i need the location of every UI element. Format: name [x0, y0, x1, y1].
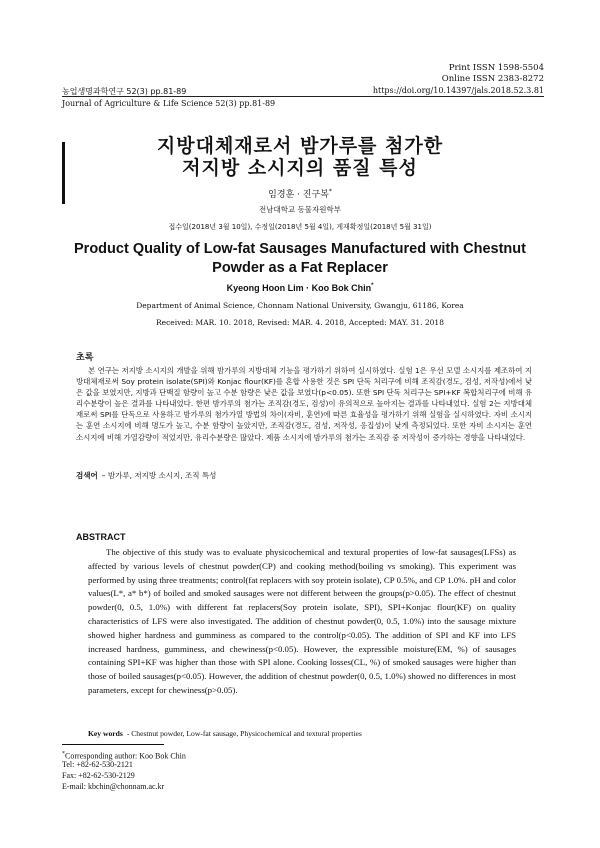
affiliation-en: Department of Animal Science, Chonnam National University, Gwangju, 61186, Korea	[136, 301, 464, 310]
keywords-en	[88, 729, 528, 738]
authors-en: Kyeong Hoon Lim · Koo Bok Chin*	[226, 283, 374, 293]
affiliation-ko: 전남대학교 동물자원학부	[258, 205, 342, 214]
doi-link[interactable]: https://doi.org/10.14397/jals.2018.52.3.81	[372, 86, 544, 95]
abstract-ko-body	[76, 365, 532, 443]
footnote-corresponding: *Corresponding author: Koo Bok Chin	[62, 751, 186, 761]
footnote-fax: Fax: +82-62-530-2129	[62, 771, 135, 780]
abstract-en-body	[88, 546, 516, 698]
title-en-line1: Product Quality of Low-fat Sausages Manufactured with Chestnut	[74, 241, 526, 257]
title-ko-line2: 저지방 소시지의 품질 특성	[182, 157, 418, 179]
footnote-tel: Tel: +82-62-530-2121	[62, 760, 133, 769]
title-en-line2: Powder as a Fat Replacer	[212, 260, 388, 276]
keywords-en-values: - Chestnut powder, Low-fat sausage, Physicochemical and textural properties	[126, 729, 362, 738]
dates-en: Received: MAR. 10. 2018, Revised: MAR. 4. 2018, Accepted: MAY. 31. 2018	[156, 318, 444, 327]
dates-ko: 접수일(2018년 3월 10일), 수정일(2018년 5월 4일), 게재확정일(2018년 5월 31일)	[168, 223, 432, 231]
journal-name-ko: 농업생명과학연구 52(3) pp.81-89	[62, 87, 187, 96]
header-rule	[62, 96, 544, 97]
keywords-ko	[76, 470, 532, 481]
authors-ko: 임경훈 · 진구복*	[268, 188, 332, 200]
footnote-rule	[62, 744, 164, 745]
title-ko-line1: 지방대체재로서 밤가루를 첨가한	[156, 135, 444, 157]
keywords-ko-label: 검색어	[76, 471, 98, 480]
abstract-ko-heading: 초록	[76, 353, 94, 363]
journal-name-en: Journal of Agriculture & Life Science 52(3) pp.81-89	[62, 99, 276, 108]
online-issn: Online ISSN 2383-8272	[441, 74, 544, 84]
keywords-en-label: Key words	[88, 729, 123, 738]
keywords-ko-values: – 밤가루, 저지방 소시지, 조직 특성	[101, 471, 217, 480]
print-issn: Print ISSN 1598-5504	[448, 63, 544, 73]
abstract-ko-text: 본 연구는 저지방 소시지의 개발을 위해 밤가루의 지방대체 기능을 평가하기 위하여 실시하였다. 실험 1은 우선 모델 소시지를 제조하여 지방대체재로써 Soy protein isolate(SPI)와 Konjac flour(KF)를 혼합 사용한 것은 SPI 단독 처리구에 비해 조직감(경도, 검성, 저작성)에서 낮은 값을 보였지만, 지방과 단백질 함량이 높고 수분 함량은 낮은 값을 보였다(p<0.05). 또한 SPI 단독 처리구는 SPI+KF 복합처리구에 비해 유리수분량이 높은 결과를 나타내었다. 한편 밤가루의 첨가는 조직감(경도, 검성)이 유의적으로 높아지는 결과를 나타내었다. 실험 2는 지방대체재로써 SPI를 단독으로 사용하고 밤가루의 첨가가열 방법의 차이(자비, 훈연)에 따른 효율성을 평가하기 위해 실험을 실시하였다. 자비 소시지는 훈연 소시지에 비해 명도가 높고, 수분 함량이 높았지만, 조직감(경도, 검성, 저작성, 응집성)이 낮게 측정되었다. 또한 자비 소시지는 훈연 소시지에 비해 가열감량이 적었지만, 유리수분량은 많았다. 제품 소시지에 밤가루의 첨가는 조직감 중 저작성이 증가하는 경향을 나타내었다.	[76, 366, 532, 442]
abstract-en-text: The objective of this study was to evaluate physicochemical and textural properties of low-fat sausages(LFSs) as affected by various levels of chestnut powder(CP) and cooking method(boiling vs smoking). This experiment was performed by using three treatments; control(fat replacers with soy protein isolate), CP 0.5%, and CP 1.0%. pH and color values(L*, a* b*) of boiled and smoked sausages were not different between the groups(p>0.05). The effect of chestnut powder(0, 0.5, 1.0%) with different fat replacers(Soy protein isolate, SPI), SPI+Konjac flour(KF) on quality characteristics of LFS were also investigated. The addition of chestnut powder(0, 0.5, 1.0%) into the sausage mixture showed higher hardness and gumminess as compared to the control(p<0.05). The addition of SPI and KF into LFS increased hardness, gumminess, and chewiness(p<0.05). However, the expressible moisture(EM, %) of sausages containing SPI+KF was higher than those with SPI alone. Cooking losses(CL, %) of smoked sausages were higher than those of boiled sausages(p<0.05). However, the addition of chestnut powder(0, 0.5, 1.0%) showed no differences in most parameters, except for chewiness(p>0.05).	[88, 547, 516, 695]
footnote-email[interactable]: E-mail: kbchin@chonnam.ac.kr	[62, 782, 165, 791]
abstract-en-heading: ABSTRACT	[76, 532, 126, 542]
